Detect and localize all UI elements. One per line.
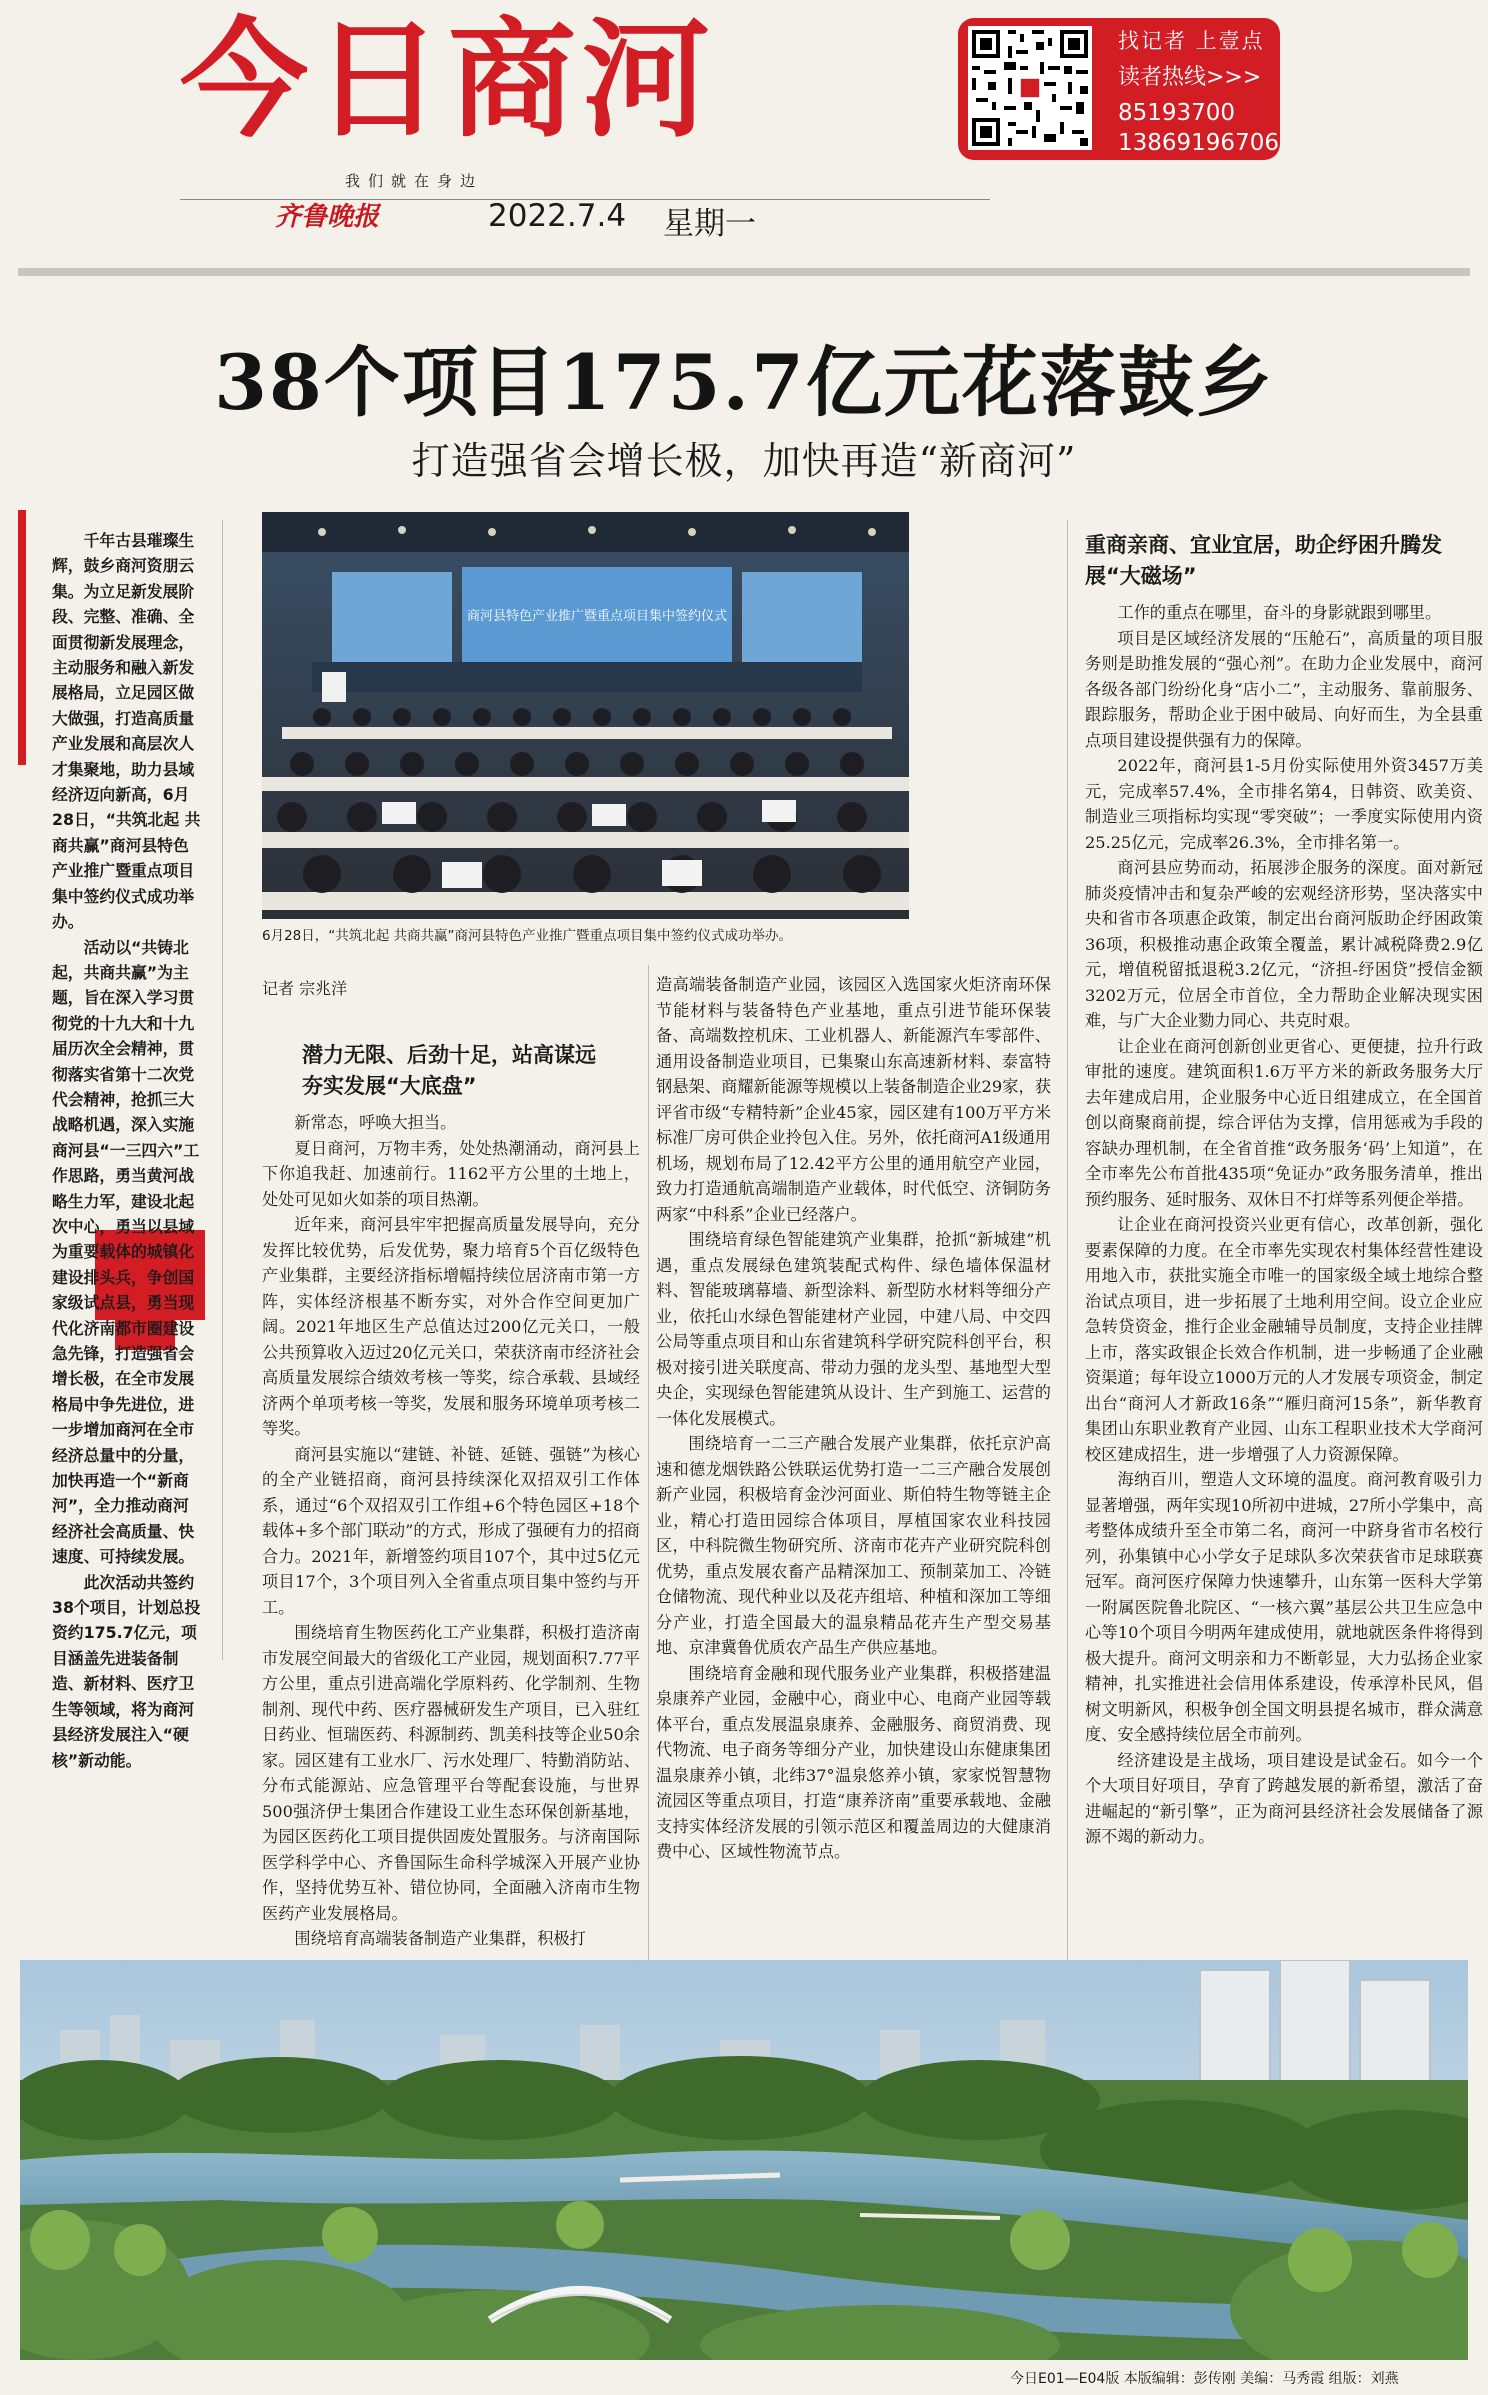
hotline-phone-2[interactable]: 13869196706	[1118, 130, 1279, 156]
lead-paragraph: 活动以“共铸北起，共商共赢”为主题，旨在深入学习贯彻党的十九大和十九届历次全会精神，贯彻落实省第十二次党代会精神，抢抓三大战略机遇，深入实施商河县“一三四六”工作思路，勇当黄河战略生力军，建设北起次中心，勇当以县域为重要载体的城镇化建设排头兵，争创国家级试点县，勇当现代化济南都市圈建设急先锋，打造强省会增长极，在全市发展格局中争先进位，进一步增加商河在全市经济总量中的分量，加快再造一个“新商河”，全力推动商河经济社会高质量、快速度、可持续发展。	[52, 937, 200, 1567]
column-divider	[222, 520, 223, 1660]
lead-paragraph: 千年古县璀璨生辉，鼓乡商河资朋云集。为立足新发展阶段、完整、准确、全面贯彻新发展理念，主动服务和融入新发展格局，立足园区做大做强，打造高质量产业发展和高层次人才集聚地，助力县域经济迈向新高，6月28日，“共筑北起 共商共赢”商河县特色产业推广暨重点项目集中签约仪式成功举办。	[52, 531, 201, 932]
photo-caption: 6月28日，“共筑北起 共商共赢”商河县特色产业推广暨重点项目集中签约仪式成功举办。	[262, 928, 793, 944]
event-photo[interactable]	[262, 512, 909, 919]
lead-column	[52, 528, 204, 1773]
article-paragraph: 海纳百川，塑造人文环境的温度。商河教育吸引力显著增强，两年实现10所初中进城，27所小学集中，高考整体成绩升至全市第二名，商河一中跻身省市名校行列，孙集镇中心小学女子足球队多次荣获省市足球联赛冠军。商河医疗保障力快速攀升，山东第一医科大学第一附属医院鲁北院区、“一核六翼”基层公共卫生应急中心等10个项目今明两年建成使用，就地就医条件将得到极大提升。商河文明亲和力不断彰显，大力弘扬企业家精神，扎实推进社会信用体系建设，传承淳朴民风，倡树文明新风，积极争创全国文明县提名城市，群众满意度、安全感持续位居全市前列。	[1085, 1470, 1483, 1744]
column-divider	[648, 965, 649, 1980]
article-column	[262, 1110, 640, 1952]
article-paragraph: 经济建设是主战场，项目建设是试金石。如今一个个大项目好项目，孕育了跨越发展的新希望，激活了奋进崛起的“新引擎”，正为商河县经济社会发展储备了源源不竭的新动力。	[1085, 1750, 1483, 1846]
article-column	[656, 972, 1051, 1865]
park-landscape-illustration	[20, 1960, 1468, 2360]
qr-code-graphic	[968, 26, 1092, 150]
issue-weekday: 星期一	[663, 206, 756, 242]
brand-logo: 齐鲁晚报	[275, 202, 380, 232]
article-paragraph: 工作的重点在哪里，奋斗的身影就跟到哪里。	[1117, 603, 1442, 622]
article-paragraph: 围绕培育金融和现代服务业产业集群，积极搭建温泉康养产业园，金融中心，商业中心、电商产业园等载体平台，重点发展温泉康养、金融服务、商贸消费、现代物流、电子商务等细分产业，加快建设山东健康集团温泉康养小镇，北纬37°温泉悠养小镇，家家悦智慧物流园区等重点项目，打造“康养济南”重要承载地、金融支持实体经济发展的引领示范区和覆盖周边的大健康消费中心、区域性物流节点。	[656, 1663, 1051, 1861]
section-divider-bar	[18, 268, 1470, 276]
reporter-byline: 记者 宗兆洋	[262, 979, 348, 998]
city-park-photo[interactable]	[20, 1960, 1468, 2360]
section-subhead: 重商亲商、宜业宜居，助企纾困升腾发展“大磁场”	[1085, 533, 1442, 588]
page-footer-credits: 今日E01—E04版 本版编辑：彭传刚 美编：马秀霞 组版：刘燕	[1010, 2371, 1399, 2387]
conference-hall-illustration	[262, 512, 909, 919]
article-paragraph: 夏日商河，万物丰秀，处处热潮涌动，商河县上下你追我赶、加速前行。1162平方公里的土地上，处处可见如火如荼的项目热潮。	[262, 1138, 640, 1209]
article-paragraph: 新常态，呼唤大担当。	[294, 1113, 457, 1132]
lead-paragraph: 此次活动共签约38个项目，计划总投资约175.7亿元，项目涵盖先进装备制造、新材料、医疗卫生等领域，将为商河县经济发展注入“硬核”新动能。	[52, 1572, 201, 1770]
issue-date: 2022.7.4	[488, 198, 627, 234]
subheadline: 打造强省会增长极，加快再造“新商河”	[411, 439, 1077, 483]
article-paragraph: 围绕培育生物医药化工产业集群，积极打造济南市发展空间最大的省级化工产业园，规划面积7.77平方公里，重点引进高端化学原料药、化学制剂、生物制剂、现代中药、医疗器械研发生产项目，已入驻红日药业、恒瑞医药、科源制药、凯美科技等企业50余家。园区建有工业水厂、污水处理厂、特勤消防站、分布式能源站、应急管理平台等配套设施，与世界500强济伊士集团合作建设工业生态环保创新基地，为园区医药化工项目提供固废处置服务。与济南国际医学科学中心、齐鲁国际生命科学城深入开展产业协作，坚持优势互补、错位协同，全面融入济南市生物医药产业发展格局。	[262, 1623, 640, 1923]
article-paragraph: 让企业在商河投资兴业更有信心，改革创新，强化要素保障的力度。在全市率先实现农村集体经营性建设用地入市，获批实施全市唯一的国家级全域土地综合整治试点项目，进一步拓展了土地利用空间。设立企业应急转贷资金，推行企业金融辅导员制度，支持企业挂牌上市，落实政银企长效合作机制，进一步畅通了企业融资渠道；每年设立1000万元的人才发展专项资金，制定出台“商河人才新政16条”“雁归商河15条”，新华教育集团山东职业教育产业园、山东工程职业技术大学商河校区建成招生，进一步增强了人力资源保障。	[1085, 1215, 1483, 1464]
article-paragraph: 围绕培育绿色智能建筑产业集群，抢抓“新城建”机遇，重点发展绿色建筑装配式构件、绿色墙体保温材料、智能玻璃幕墙、新型涂料、新型防水材料等细分产业，依托山水绿色智能建材产业园，中建八局、中交四公局等重点项目和山东省建筑科学研究院科创平台，积极对接引进关联度高、带动力强的龙头型、基地型大型央企，实现绿色智能建筑从设计、生产到施工、运营的一体化发展模式。	[656, 1230, 1051, 1428]
article-paragraph: 商河县实施以“建链、补链、延链、强链”为核心的全产业链招商，商河县持续深化双招双引工作体系，通过“6个双招双引工作组+6个特色园区+18个载体+多个部门联动”的方式，形成了强硬有力的招商合力。2021年，新增签约项目107个，其中过5亿元项目17个，3个项目列入全省重点项目集中签约与开工。	[262, 1444, 640, 1617]
article-paragraph: 商河县应势而动，拓展涉企服务的深度。面对新冠肺炎疫情冲击和复杂严峻的宏观经济形势，坚决落实中央和省市各项惠企政策，制定出台商河版助企纾困政策36项，积极推动惠企政策全覆盖，累计减税降费2.9亿元，增值税留抵退税3.2亿元，“济担-纾困贷”授信金额3202万元，位居全市首位，全力帮助企业解决现实困难，与广大企业勠力同心、共克时艰。	[1085, 858, 1483, 1030]
qr-code-icon[interactable]	[968, 26, 1092, 150]
stage-screen-text: 商河县特色产业推广暨重点项目集中签约仪式	[466, 609, 728, 624]
article-paragraph: 让企业在商河创新创业更省心、更便捷，拉升行政审批的速度。建筑面积1.6万平方米的新政务服务大厅去年建成启用，企业服务中心近日组建成立，在全国首创以商聚商前提，综合评估为支撑，信用惩戒为手段的容缺办理机制，在全省首推“政务服务‘码’上知道”，在全市率先公布首批435项“免证办”政务服务清单，推出预约服务、延时服务、双休日不打烊等系列便企举措。	[1085, 1036, 1483, 1209]
article-paragraph: 围绕培育一二三产融合发展产业集群，依托京沪高速和德龙烟铁路公铁联运优势打造一二三产融合发展创新产业园，积极培育金沙河面业、斯伯特生物等链主企业，精心打造田园综合体项目，厚植国家农业科技园区，中科院微生物研究所、济南市花卉产业研究院科创优势，重点发展农畜产品精深加工、预制菜加工、冷链仓储物流、现代种业以及花卉组培、种植和深加工等细分产业，打造全国最大的温泉精品花卉生产型交易基地、京津冀鲁优质农产品生产供应基地。	[656, 1434, 1051, 1657]
hotline-phone-1[interactable]: 85193700	[1118, 100, 1236, 126]
article-paragraph: 造高端装备制造产业园，该园区入选国家火炬济南环保节能材料与装备特色产业基地，重点引进节能环保装备、高端数控机床、工业机器人、新能源汽车零部件、通用设备制造业项目，已集聚山东高速新材料、泰富特钢悬架、商耀新能源等规模以上装备制造企业29家，获评省市级“专精特新”企业45家，园区建有100万平方米标准厂房可供企业拎包入住。另外，依托商河A1级通用机场，规划布局了12.42平方公里的通用航空产业园，致力打造通航高端制造产业载体，时代低空、济铜防务两家“中科系”企业已经落户。	[656, 975, 1051, 1224]
article-column	[1085, 600, 1483, 1850]
column-divider	[1067, 520, 1068, 1960]
article-paragraph: 2022年，商河县1-5月份实际使用外资3457万美元，完成率57.4%，全市排名第4，日韩资、欧美资、制造业三项指标均实现“零突破”；一季度实际使用内资25.25亿元，完成率26.3%，全市排名第一。	[1085, 756, 1483, 852]
hotline-slogan: 找记者 上壹点	[1118, 29, 1265, 53]
red-accent-bar	[18, 510, 26, 765]
headline: 38个项目175.7亿元花落鼓乡	[214, 338, 1274, 427]
article-paragraph: 围绕培育高端装备制造产业集群，积极打	[294, 1929, 586, 1948]
section-subhead: 潜力无限、后劲十足，站高谋远夯实发展“大底盘”	[302, 1043, 596, 1098]
article-paragraph: 项目是区域经济发展的“压舱石”，高质量的项目服务则是助推发展的“强心剂”。在助力企业发展中，商河各级各部门纷纷化身“店小二”，主动服务、靠前服务、跟踪服务，帮助企业于困中破局、向好而生，为全县重点项目建设提供强有力的保障。	[1085, 628, 1483, 750]
hotline-label: 读者热线>>>	[1118, 65, 1262, 90]
masthead-title: 今日商河	[180, 6, 717, 155]
article-paragraph: 近年来，商河县牢牢把握高质量发展导向，充分发挥比较优势，后发优势，聚力培育5个百亿级特色产业集群，主要经济指标增幅持续位居济南市第一方阵，实体经济根基不断夯实，对外合作空间更加广阔。2021年地区生产总值达过200亿元关口，一般公共预算收入迈过20亿元关口，荣获济南市经济社会高质量发展综合绩效考核一等奖，综合承载、县域经济两个单项考核一等奖，发展和服务环境单项考核二等奖。	[262, 1215, 640, 1438]
masthead-slogan: 我们就在身边	[345, 172, 484, 190]
